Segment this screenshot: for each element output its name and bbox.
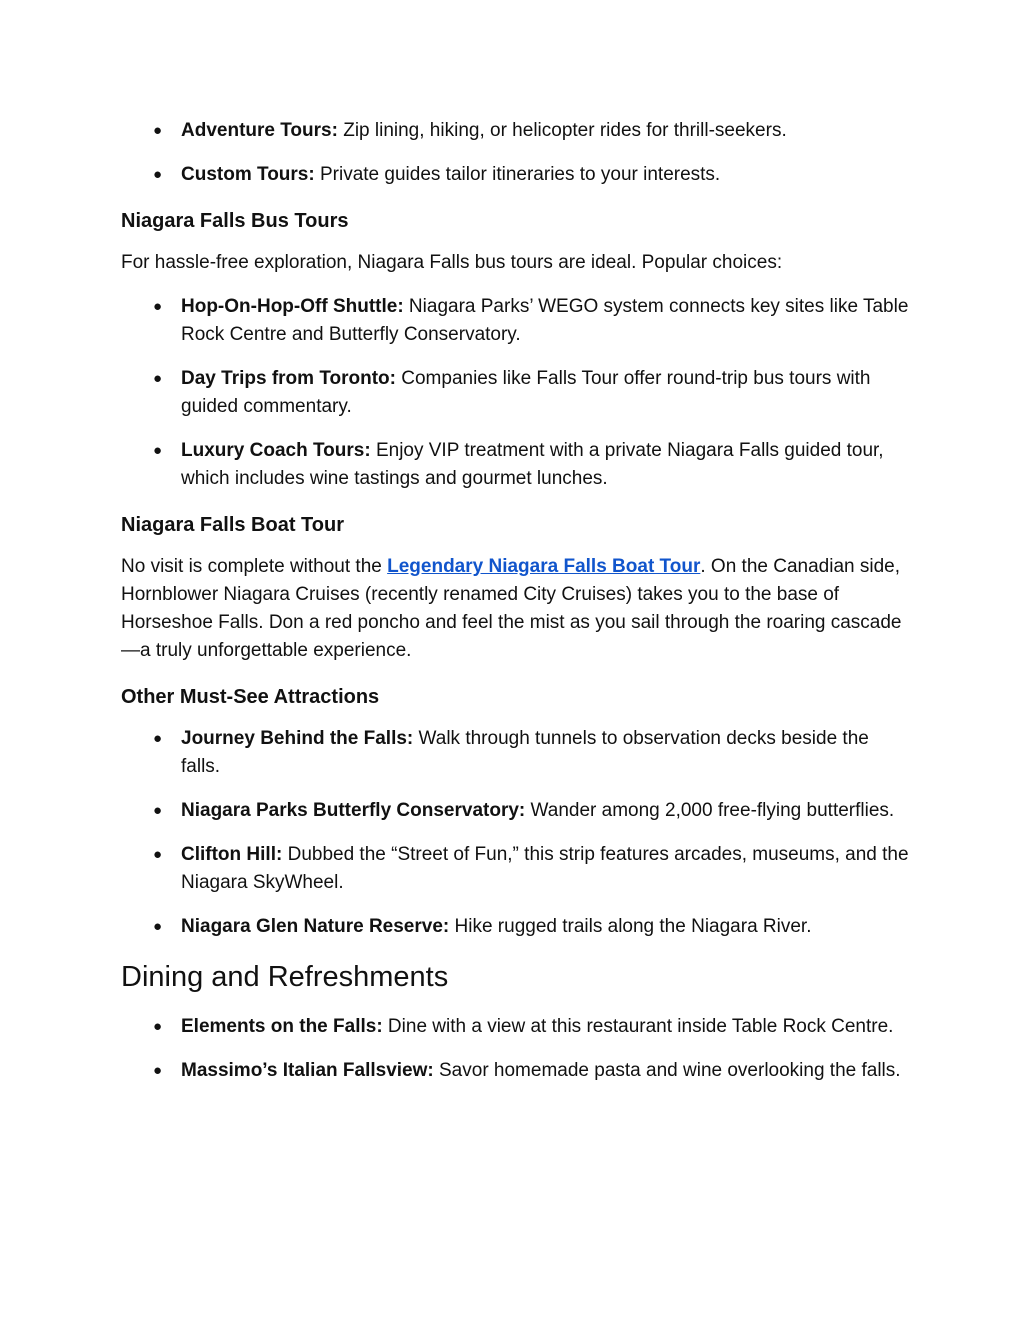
bullet-icon: ● — [153, 442, 163, 459]
boat-tour-text-after: . On the Canadian side, Hornblower Niagara Cruises (recently renamed City Cruises) takes you to the base of Horseshoe Falls. Don a red poncho and feel the mist as you sail through the roaring cascade—a truly unforgettable experience. — [121, 556, 902, 661]
bullet-icon: ● — [153, 802, 163, 819]
bus-tours-list — [121, 293, 911, 493]
bullet-icon: ● — [153, 918, 163, 935]
dining-heading: Dining and Refreshments — [121, 961, 449, 993]
dining-list — [121, 1013, 911, 1085]
list-item — [121, 1013, 911, 1041]
list-item-text: Walk through tunnels to observation decks beside the falls. — [181, 728, 869, 777]
list-item — [121, 293, 911, 349]
list-item — [121, 841, 911, 897]
list-item-term: Niagara Glen Nature Reserve: — [181, 916, 450, 937]
list-item — [121, 365, 911, 421]
list-item-term: Adventure Tours: — [181, 120, 338, 141]
list-item-term: Clifton Hill: — [181, 844, 283, 865]
bullet-icon: ● — [153, 370, 163, 387]
list-item-term: Massimo’s Italian Fallsview: — [181, 1060, 434, 1081]
bullet-icon: ● — [153, 1018, 163, 1035]
list-item — [121, 913, 911, 941]
boat-tour-heading: Niagara Falls Boat Tour — [121, 514, 345, 536]
list-item-text: Companies like Falls Tour offer round-trip bus tours with guided commentary. — [181, 368, 871, 417]
list-item — [121, 1057, 911, 1085]
intro-tour-list — [121, 117, 911, 189]
bullet-icon: ● — [153, 122, 163, 139]
list-item — [121, 117, 911, 145]
list-item-text: Wander among 2,000 free-flying butterflies. — [525, 800, 895, 821]
bus-tours-heading: Niagara Falls Bus Tours — [121, 210, 349, 232]
document-page — [121, 117, 911, 1101]
boat-tour-paragraph — [121, 553, 911, 665]
attractions-list — [121, 725, 911, 941]
list-item-term: Hop-On-Hop-Off Shuttle: — [181, 296, 404, 317]
list-item-text: Hike rugged trails along the Niagara River. — [449, 916, 812, 937]
list-item — [121, 437, 911, 493]
bullet-icon: ● — [153, 846, 163, 863]
list-item-text: Private guides tailor itineraries to your interests. — [314, 164, 721, 185]
list-item-text: Dubbed the “Street of Fun,” this strip features arcades, museums, and the Niagara SkyWheel. — [181, 844, 909, 893]
list-item — [121, 725, 911, 781]
list-item-text: Dine with a view at this restaurant inside Table Rock Centre. — [382, 1016, 894, 1037]
list-item-text: Enjoy VIP treatment with a private Niagara Falls guided tour, which includes wine tastings and gourmet lunches. — [181, 440, 884, 489]
list-item-term: Custom Tours: — [181, 164, 315, 185]
bullet-icon: ● — [153, 298, 163, 315]
boat-tour-text-before: No visit is complete without the — [121, 556, 388, 577]
list-item-term: Journey Behind the Falls: — [181, 728, 414, 749]
list-item-text: Zip lining, hiking, or helicopter rides for thrill-seekers. — [337, 120, 787, 141]
list-item-text: Niagara Parks’ WEGO system connects key sites like Table Rock Centre and Butterfly Conservatory. — [181, 296, 909, 345]
attractions-heading: Other Must-See Attractions — [121, 686, 380, 708]
bullet-icon: ● — [153, 730, 163, 747]
list-item-text: Savor homemade pasta and wine overlooking the falls. — [433, 1060, 901, 1081]
bullet-icon: ● — [153, 1062, 163, 1079]
list-item — [121, 797, 911, 825]
list-item — [121, 161, 911, 189]
bus-tours-intro: For hassle-free exploration, Niagara Falls bus tours are ideal. Popular choices: — [121, 252, 783, 273]
list-item-term: Luxury Coach Tours: — [181, 440, 371, 461]
list-item-term: Elements on the Falls: — [181, 1016, 383, 1037]
boat-tour-link[interactable]: Legendary Niagara Falls Boat Tour — [387, 556, 701, 577]
list-item-term: Day Trips from Toronto: — [181, 368, 396, 389]
bullet-icon: ● — [153, 166, 163, 183]
list-item-term: Niagara Parks Butterfly Conservatory: — [181, 800, 526, 821]
